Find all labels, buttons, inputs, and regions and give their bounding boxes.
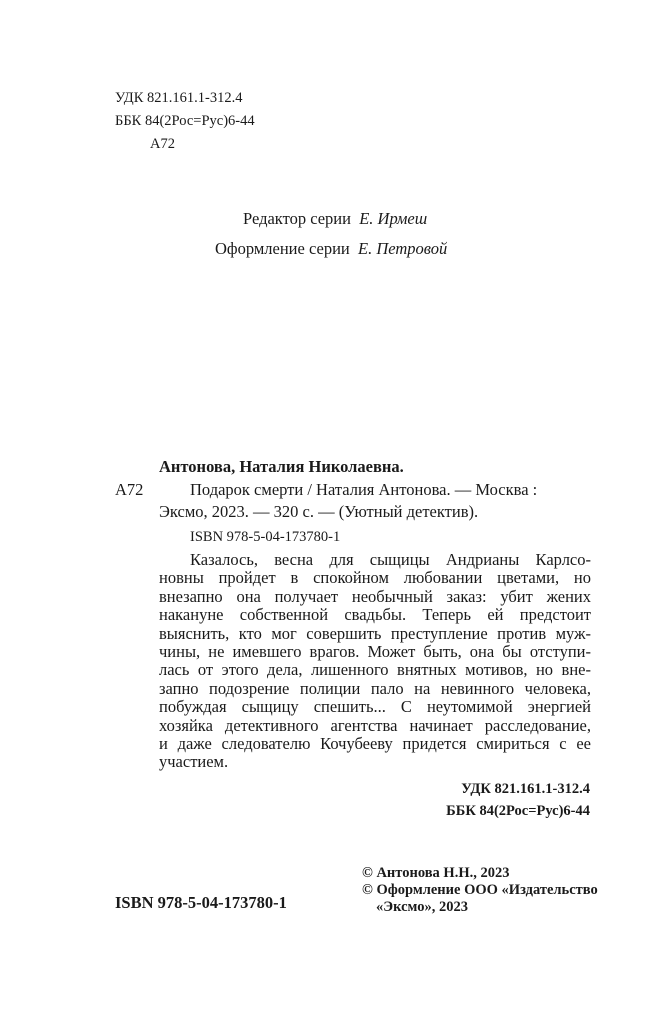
author-mark-top: А72: [150, 136, 175, 152]
abstract-line: и даже следователю Кочубееву придется смириться с ее: [159, 733, 591, 753]
abstract-line: выяснить, кто мог совершить преступление против муж-: [159, 623, 591, 643]
series-editor-line: [243, 209, 427, 229]
bbk-code-bottom: ББК 84(2Рос=Рус)6-44: [446, 803, 590, 819]
abstract-line: хозяйка детективного агентства начинает расследование,: [159, 715, 591, 735]
abstract-line: накануне собственной свадьбы. Теперь ей предстоит: [159, 605, 591, 625]
copyright-author: © Антонова Н.Н., 2023: [362, 865, 510, 881]
abstract-line: лась от этого дела, лишенного внятных мотивов, но вне-: [159, 660, 591, 680]
bbk-code-top: ББК 84(2Рос=Рус)6-44: [115, 113, 255, 129]
abstract-line: Казалось, весна для сыщицы Андрианы Карлсо-: [190, 550, 591, 569]
abstract-line: внезапно она получает необычный заказ: убит жених: [159, 586, 591, 606]
abstract-line: чины, не имевшего врагов. Может быть, она бы отступи-: [159, 641, 591, 661]
udk-code-top: УДК 821.161.1-312.4: [115, 90, 243, 106]
abstract-line: запно подозрение полиции пало на невинного человека,: [159, 678, 591, 698]
abstract-line: побуждая сыщицу спешить... С неутомимой энергией: [159, 697, 591, 717]
isbn-footer: ISBN 978-5-04-173780-1: [115, 893, 287, 912]
copyright-design-line-2: «Эксмо», 2023: [376, 899, 468, 915]
abstract-line: участием.: [159, 752, 229, 772]
series-editor-label: Редактор серии: [243, 209, 351, 228]
udk-code-bottom: УДК 821.161.1-312.4: [461, 781, 590, 797]
series-design-label: Оформление серии: [215, 239, 350, 258]
description-line-2: Эксмо, 2023. — 320 с. — (Уютный детектив).: [159, 502, 479, 521]
copyright-design-line-1: © Оформление ООО «Издательство: [362, 882, 598, 898]
author-mark: А72: [115, 480, 144, 499]
series-design-line: [215, 239, 447, 259]
abstract-line: новны пройдет в спокойном любовании цветами, но: [159, 568, 591, 588]
series-editor-name: Е. Ирмеш: [359, 209, 428, 228]
abstract: [159, 551, 591, 772]
isbn-catalog: ISBN 978-5-04-173780-1: [190, 529, 341, 545]
author-heading: Антонова, Наталия Николаевна.: [159, 457, 404, 476]
series-design-name: Е. Петровой: [357, 239, 448, 258]
description-line-1: Подарок смерти / Наталия Антонова. — Москва :: [190, 480, 538, 499]
